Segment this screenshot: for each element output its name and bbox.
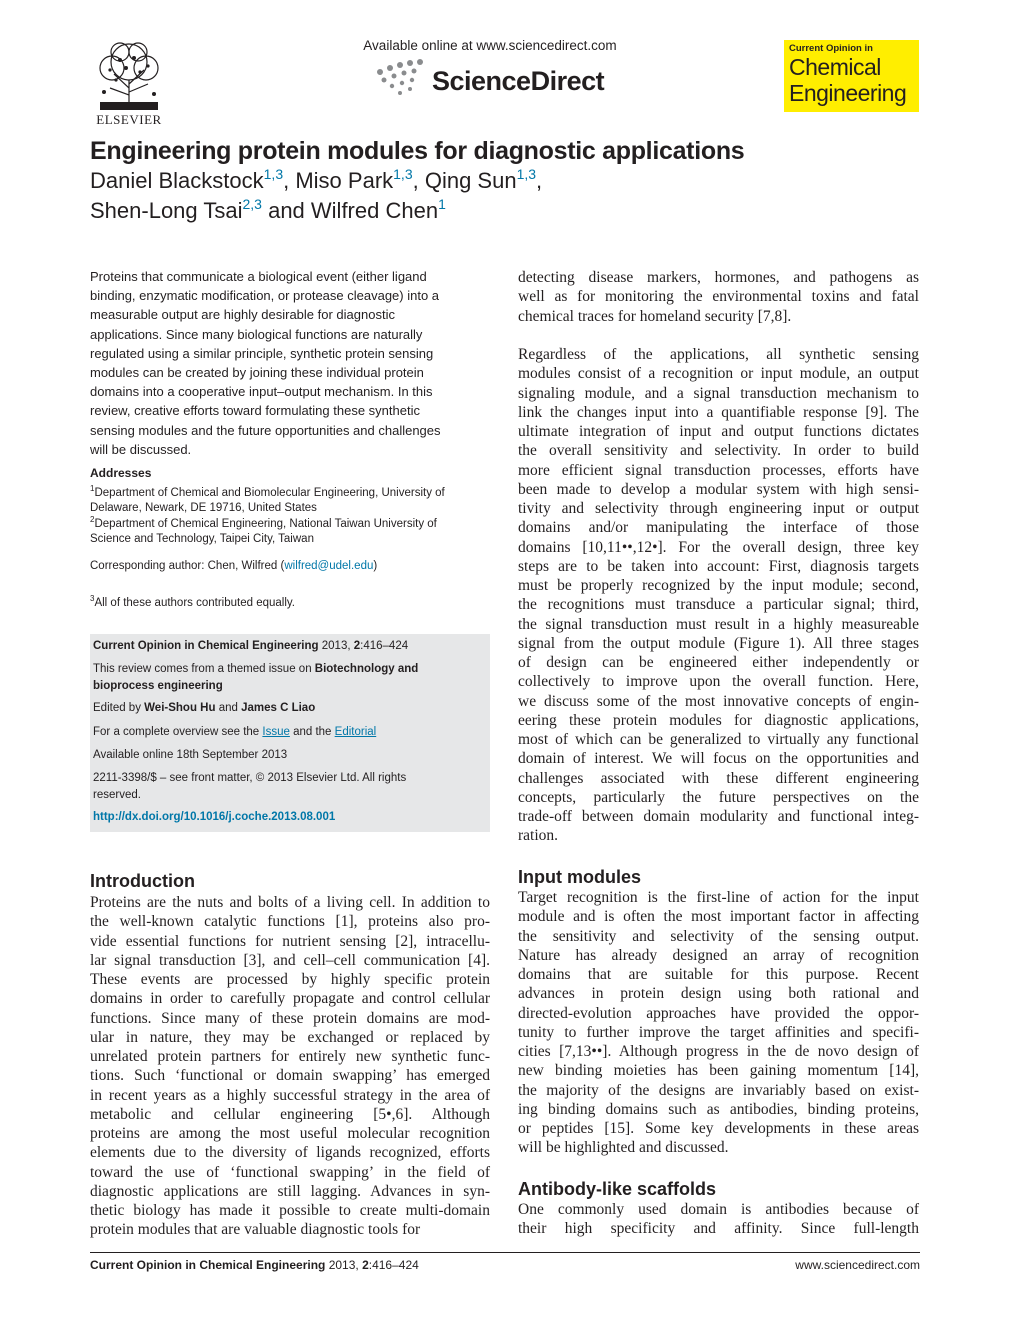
paragraph-line: chemical traces for homeland security [7,8].: [518, 307, 792, 325]
input-modules-line: advances in protein design using both rational and: [518, 985, 919, 1003]
paragraph-line: ration.: [518, 827, 559, 845]
equal-contribution-note: [90, 591, 490, 611]
abstract-line: applications. Since many biological functions are naturally: [90, 326, 423, 342]
journal-logo-line2: Chemical: [789, 54, 881, 80]
info-editors: [93, 700, 483, 717]
introduction-line: toward the use of ‘functional swapping’ in the field of: [90, 1163, 490, 1181]
input-modules-line: will be highlighted and discussed.: [518, 1139, 729, 1157]
edited-prefix: Edited by: [93, 702, 145, 714]
journal-logo: [784, 40, 919, 112]
info-pages: :416–424: [360, 640, 409, 652]
paragraph-line: collectively to improve upon the overall function. Here,: [518, 673, 919, 691]
overview-and: and the: [289, 726, 335, 738]
paragraph-line: more efficient signal transduction processes, efforts have: [518, 461, 919, 479]
footer-url[interactable]: www.sciencedirect.com: [795, 1258, 920, 1272]
paragraph-line: the recognitions must transduce a particular signal; third,: [518, 596, 919, 614]
abstract-line: regulated using a similar principle, synthetic protein sensing: [90, 345, 434, 361]
paragraph-line: of design can be engineered either independently or: [518, 654, 919, 671]
abstract-line: review, creative efforts toward formulating these synthetic: [90, 403, 420, 419]
input-modules-line: the sensitivity and selectivity of the sensing output.: [518, 927, 919, 945]
info-available-date: Available online 18th September 2013: [93, 749, 288, 761]
info-overview: [93, 724, 483, 741]
overview-prefix: For a complete overview see the: [93, 726, 263, 738]
journal-logo-line1: Current Opinion in: [789, 43, 873, 54]
corresponding-prefix: Corresponding author: Chen, Wilfred (: [90, 560, 285, 572]
footer-citation: [90, 1258, 419, 1272]
doi-link-wrap: [93, 809, 483, 826]
introduction-line: tions. Such ‘functional or domain swapping’ has emerged: [90, 1067, 490, 1085]
paragraph-line: signaling module, and a signal transduction mechanism to: [518, 384, 919, 402]
paragraph-line: the signal transduction must result in a highly measureable: [518, 615, 919, 633]
footer-journal: Current Opinion in Chemical Engineering: [90, 1258, 326, 1272]
abstract-line: measurable output are highly desirable for diagnostic: [90, 307, 395, 323]
introduction-line: metabolic and cellular engineering [5•,6]. Although: [90, 1105, 490, 1123]
author-affiliation-sup: 1,3: [516, 166, 537, 182]
info-rights: [93, 770, 483, 803]
paragraph-line: most of which can be generalized to virtually any functional: [518, 731, 919, 748]
abstract-line: will be discussed.: [90, 441, 192, 457]
input-modules-line: tunity to further improve the target affinities and specifi-: [518, 1023, 919, 1041]
introduction-line: in recent years as a highly successful strategy in the area of: [90, 1086, 490, 1104]
paragraph-line: detecting disease markers, hormones, and pathogens as: [518, 269, 919, 286]
paragraph-line: signal from the output module (Figure 1). All three stages: [518, 634, 919, 652]
editor-1: Wei-Shou Hu: [144, 702, 216, 714]
author-affiliation-sup: 1,3: [263, 166, 284, 182]
abstract-line: binding, enzymatic modification, or protease cleavage) into a: [90, 288, 440, 304]
doi-link[interactable]: http://dx.doi.org/10.1016/j.coche.2013.08.001: [93, 811, 336, 823]
issue-link[interactable]: Issue: [262, 726, 290, 738]
author-name: Shen-Long Tsai: [90, 198, 243, 223]
abstract: [90, 267, 490, 459]
author-separator: ,: [283, 168, 296, 193]
input-modules-line: Target recognition is the first-line of action for the input: [518, 889, 919, 906]
author-name: Miso Park: [295, 168, 394, 193]
paragraph-line: domain of interest. We will focus on the opportunities and: [518, 750, 919, 768]
sciencedirect-wordmark: ScienceDirect: [432, 66, 605, 96]
introduction-line: ular in nature, they may be exchanged or replaced by: [90, 1028, 490, 1046]
input-modules-line: module and is often the most important factor in affecting: [518, 908, 919, 926]
antibody-scaffolds-body: [518, 1200, 919, 1239]
antibody-line: One commonly used domain is antibodies because of: [518, 1201, 919, 1218]
paragraph-line: well as for monitoring the environmental toxins and fatal: [518, 288, 919, 306]
introduction-heading: Introduction: [90, 871, 195, 891]
input-modules-line: or peptides [15]. Some key developments in these areas: [518, 1120, 919, 1137]
info-themed-issue: [93, 661, 483, 694]
input-modules-line: cities [7,13••]. Although progress in the de novo design of: [518, 1043, 919, 1060]
paragraph-line: ultimate integration of input and output functions dictates: [518, 423, 919, 440]
introduction-line: unrelated protein partners for entirely new synthetic func-: [90, 1048, 490, 1065]
paragraph-line: concepts, particularly the future perspectives on the: [518, 788, 919, 806]
available-online-text: Available online at www.sciencedirect.com: [363, 38, 617, 53]
introduction-line: lar signal transduction [3], and cell–cell communication [4].: [90, 951, 490, 969]
editor-2: James C Liao: [241, 702, 316, 714]
paragraph-line: steps are to be taken into account: First, diagnosis targets: [518, 557, 919, 575]
corresponding-author: [90, 559, 490, 575]
paragraph-line: link the changes input into a quantifiable response [9]. The: [518, 403, 919, 421]
address-1-line2: Delaware, Newark, DE 19716, United States: [90, 502, 317, 515]
footer-rule: [90, 1252, 920, 1253]
author-separator: and: [261, 198, 311, 223]
abstract-line: modules can be created by joining these individual protein: [90, 365, 424, 381]
introduction-line: protein modules that are valuable diagnostic tools for: [90, 1221, 421, 1239]
author-list-line1: [90, 168, 542, 194]
paragraph-line: eering these protein modules for diagnostic applications,: [518, 711, 919, 729]
introduction-line: thetic biology has made it possible to create multi-domain: [90, 1202, 490, 1219]
input-modules-line: directed-evolution approaches have provided the oppor-: [518, 1004, 919, 1022]
address-2-line1: Department of Chemical Engineering, National Taiwan University of: [94, 517, 437, 530]
introduction-line: functions. Since many of these protein domains are mod-: [90, 1009, 490, 1027]
author-affiliation-sup: 1: [438, 196, 446, 212]
info-journal: Current Opinion in Chemical Engineering: [93, 640, 319, 652]
footer-volume: 2: [362, 1258, 369, 1272]
author-name: Wilfred Chen: [310, 198, 439, 223]
input-modules-line: ing binding domains such as antibodies, binding proteins,: [518, 1100, 919, 1118]
paragraph-line: challenges associated with these different engineering: [518, 769, 919, 787]
info-year: 2013,: [318, 640, 354, 652]
note-text: All of these authors contributed equally.: [94, 596, 295, 609]
paragraph-line: we discuss some of the most innovative concepts of engin-: [518, 692, 919, 710]
paragraph-line: Regardless of the applications, all synthetic sensing: [518, 346, 919, 363]
address-2-sup: 2: [90, 515, 95, 524]
introduction-body: [90, 893, 490, 1240]
introduction-line: diagnostic applications are still lagging. Advances in syn-: [90, 1182, 490, 1200]
publisher-name: ELSEVIER: [96, 112, 162, 127]
themed-topic-1: Biotechnology and: [314, 663, 419, 675]
input-modules-body: [518, 888, 919, 1158]
abstract-line: sensing modules and the future opportunities and challenges: [90, 422, 441, 438]
footer-year: 2013,: [325, 1258, 363, 1272]
introduction-line: These events are processed by highly specific protein: [90, 971, 490, 988]
input-modules-line: Nature has already designed an array of recognition: [518, 946, 919, 964]
author-affiliation-sup: 2,3: [242, 196, 262, 212]
paragraph-line: domains [10,11••,12•]. For the overall design, three key: [518, 538, 919, 556]
introduction-line: the well-known catalytic functions [1], proteins also pro-: [90, 913, 490, 931]
right-paragraph-1: [518, 268, 919, 326]
input-modules-line: the majority of the designs are invariably based on exist-: [518, 1081, 919, 1099]
editorial-link[interactable]: Editorial: [334, 726, 377, 738]
author-list-line2: [90, 198, 446, 224]
journal-logo-line3: Engineering: [789, 80, 907, 106]
footer-pages: :416–424: [368, 1258, 419, 1272]
abstract-line: Proteins that communicate a biological event (either ligand: [90, 269, 427, 284]
input-modules-line: new binding moieties has been gaining momentum [14],: [518, 1062, 919, 1080]
author-separator: ,: [412, 168, 425, 193]
paragraph-line: trade-off between domain modularity and functional integ-: [518, 808, 919, 825]
info-volume: 2: [353, 640, 361, 652]
author-name: Daniel Blackstock: [90, 168, 264, 193]
address-1-line1: Department of Chemical and Biomolecular Engineering, University of: [94, 486, 445, 499]
input-modules-heading: Input modules: [518, 867, 641, 887]
antibody-scaffolds-heading: Antibody-like scaffolds: [518, 1179, 717, 1199]
author-separator: ,: [536, 168, 543, 193]
introduction-line: Proteins are the nuts and bolts of a living cell. In addition to: [90, 894, 490, 911]
themed-prefix: This review comes from a themed issue on: [93, 663, 315, 675]
introduction-line: vide essential functions for nutrient sensing [2], intracellu-: [90, 932, 490, 950]
article-title: Engineering protein modules for diagnostic applications: [90, 137, 745, 165]
paragraph-line: modules consist of a recognition or input module, an output: [518, 365, 919, 383]
paragraph-line: the overall sensitivity and selectivity. In order to build: [518, 442, 919, 460]
themed-topic-2: bioprocess engineering: [93, 679, 223, 692]
note-sup: 3: [90, 594, 95, 603]
paragraph-line: domains and/or manipulating the interface of those: [518, 519, 919, 537]
rights-line2: reserved.: [93, 788, 141, 801]
info-citation: [93, 638, 483, 655]
address-2: [90, 512, 490, 548]
right-paragraph-2: [518, 345, 919, 846]
paragraph-line: been made to develop a modular system with high sensi-: [518, 480, 919, 498]
antibody-line: their high specificity and affinity. Since full-length: [518, 1220, 919, 1238]
address-1-sup: 1: [90, 484, 95, 493]
rights-line1: 2211-3398/$ – see front matter, © 2013 Elsevier Ltd. All rights: [93, 772, 407, 784]
author-name: Qing Sun: [424, 168, 517, 193]
corresponding-suffix: ): [373, 560, 378, 572]
edited-and: and: [215, 702, 242, 714]
introduction-line: proteins are among the most useful molecular recognition: [90, 1125, 490, 1142]
introduction-line: domains in order to carefully propagate and control cellular: [90, 990, 490, 1008]
abstract-line: domains into a cooperative input–output mechanism. In this: [90, 384, 433, 400]
corresponding-email-link[interactable]: wilfred@udel.edu: [284, 560, 374, 572]
address-2-line2: Science and Technology, Taipei City, Taiwan: [90, 533, 314, 546]
author-affiliation-sup: 1,3: [393, 166, 413, 182]
introduction-line: elements due to the diversity of ligands recognized, efforts: [90, 1144, 490, 1162]
paragraph-line: tivity and selectivity through engineering input or output: [518, 500, 919, 517]
input-modules-line: domains that are suitable for this purpose. Recent: [518, 966, 919, 983]
addresses-heading: Addresses: [90, 466, 152, 480]
paragraph-line: must be properly recognized by the input module; second,: [518, 577, 919, 594]
